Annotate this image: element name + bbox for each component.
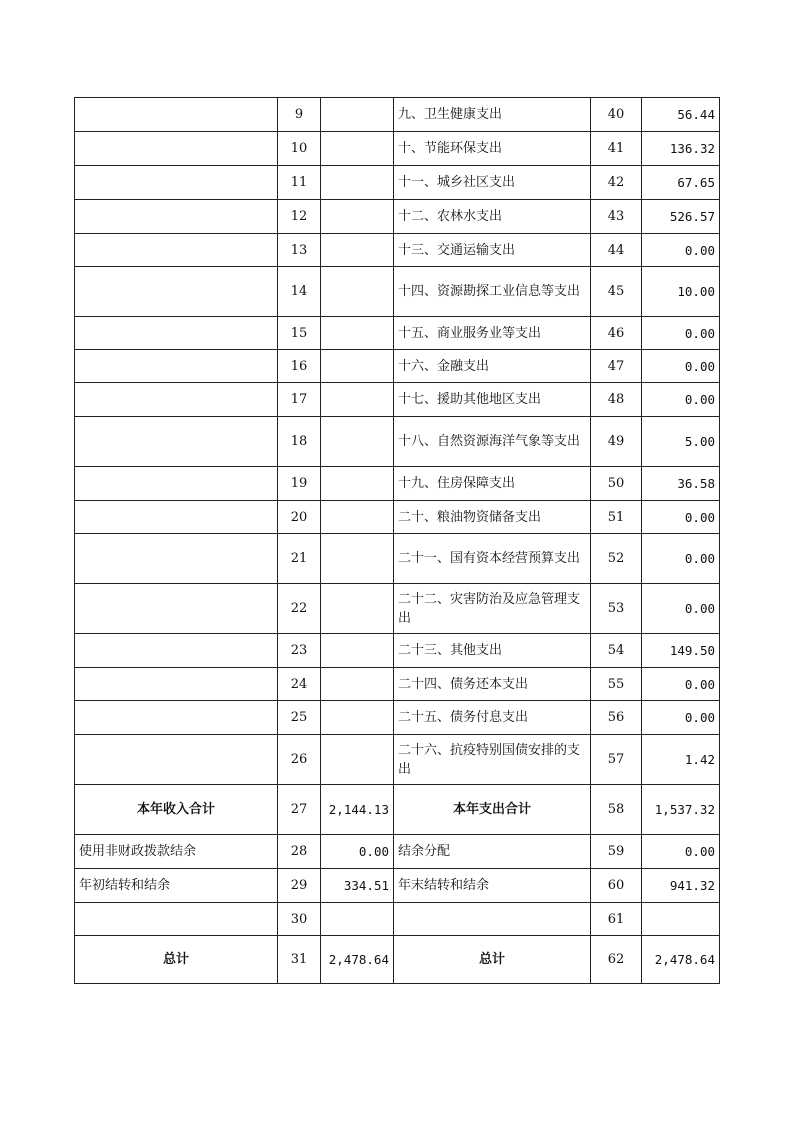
expenditure-row-number: 50 xyxy=(591,467,642,501)
table-row xyxy=(75,701,720,735)
income-row-number: 13 xyxy=(278,234,321,267)
expenditure-item-label: 总计 xyxy=(394,936,591,984)
income-amount xyxy=(321,634,394,668)
expenditure-amount: 5.00 xyxy=(642,417,720,467)
income-row-number: 15 xyxy=(278,317,321,350)
income-item-label: 年初结转和结余 xyxy=(75,869,278,903)
income-item-label: 总计 xyxy=(75,936,278,984)
expenditure-item-label: 十四、资源勘探工业信息等支出 xyxy=(394,267,591,317)
expenditure-row-number: 60 xyxy=(591,869,642,903)
expenditure-row-number: 61 xyxy=(591,903,642,936)
expenditure-item-label: 二十六、抗疫特别国债安排的支出 xyxy=(394,735,591,785)
expenditure-item-label: 二十五、债务付息支出 xyxy=(394,701,591,735)
expenditure-item-label: 十三、交通运输支出 xyxy=(394,234,591,267)
expenditure-item-label: 十一、城乡社区支出 xyxy=(394,166,591,200)
expenditure-row-number: 55 xyxy=(591,668,642,701)
income-amount xyxy=(321,267,394,317)
income-row-number: 23 xyxy=(278,634,321,668)
expenditure-item-label: 二十二、灾害防治及应急管理支出 xyxy=(394,584,591,634)
expenditure-row-number: 58 xyxy=(591,785,642,835)
income-amount xyxy=(321,417,394,467)
income-item-label xyxy=(75,317,278,350)
income-item-label xyxy=(75,735,278,785)
income-item-label xyxy=(75,534,278,584)
income-amount xyxy=(321,132,394,166)
income-amount xyxy=(321,166,394,200)
income-item-label xyxy=(75,668,278,701)
table-row xyxy=(75,417,720,467)
expenditure-row-number: 43 xyxy=(591,200,642,234)
expenditure-amount: 0.00 xyxy=(642,234,720,267)
income-item-label xyxy=(75,98,278,132)
income-row-number: 19 xyxy=(278,467,321,501)
income-amount: 2,478.64 xyxy=(321,936,394,984)
expenditure-item-label xyxy=(394,903,591,936)
expenditure-item-label: 二十、粮油物资储备支出 xyxy=(394,501,591,534)
table-row xyxy=(75,835,720,869)
expenditure-item-label: 十二、农林水支出 xyxy=(394,200,591,234)
income-item-label xyxy=(75,467,278,501)
expenditure-row-number: 40 xyxy=(591,98,642,132)
income-row-number: 20 xyxy=(278,501,321,534)
expenditure-row-number: 56 xyxy=(591,701,642,735)
income-item-label xyxy=(75,701,278,735)
income-item-label xyxy=(75,350,278,383)
table-row xyxy=(75,584,720,634)
expenditure-amount: 526.57 xyxy=(642,200,720,234)
income-amount xyxy=(321,98,394,132)
table-row xyxy=(75,317,720,350)
expenditure-row-number: 48 xyxy=(591,383,642,417)
income-row-number: 27 xyxy=(278,785,321,835)
table-row xyxy=(75,267,720,317)
expenditure-item-label: 十五、商业服务业等支出 xyxy=(394,317,591,350)
expenditure-amount: 67.65 xyxy=(642,166,720,200)
income-amount xyxy=(321,668,394,701)
expenditure-amount: 0.00 xyxy=(642,668,720,701)
expenditure-item-label: 十九、住房保障支出 xyxy=(394,467,591,501)
income-item-label xyxy=(75,200,278,234)
table-row xyxy=(75,668,720,701)
expenditure-row-number: 52 xyxy=(591,534,642,584)
table-row xyxy=(75,903,720,936)
expenditure-amount: 0.00 xyxy=(642,383,720,417)
expenditure-amount: 136.32 xyxy=(642,132,720,166)
income-row-number: 17 xyxy=(278,383,321,417)
expenditure-item-label: 年末结转和结余 xyxy=(394,869,591,903)
table-row xyxy=(75,735,720,785)
table-row xyxy=(75,467,720,501)
expenditure-amount: 149.50 xyxy=(642,634,720,668)
expenditure-amount: 56.44 xyxy=(642,98,720,132)
expenditure-amount: 1,537.32 xyxy=(642,785,720,835)
income-row-number: 22 xyxy=(278,584,321,634)
income-amount: 2,144.13 xyxy=(321,785,394,835)
income-item-label xyxy=(75,234,278,267)
income-row-number: 12 xyxy=(278,200,321,234)
income-item-label xyxy=(75,903,278,936)
income-amount xyxy=(321,383,394,417)
expenditure-row-number: 51 xyxy=(591,501,642,534)
expenditure-item-label: 十、节能环保支出 xyxy=(394,132,591,166)
expenditure-row-number: 47 xyxy=(591,350,642,383)
expenditure-row-number: 42 xyxy=(591,166,642,200)
income-amount: 0.00 xyxy=(321,835,394,869)
income-item-label xyxy=(75,132,278,166)
income-row-number: 21 xyxy=(278,534,321,584)
expenditure-item-label: 二十一、国有资本经营预算支出 xyxy=(394,534,591,584)
expenditure-item-label: 本年支出合计 xyxy=(394,785,591,835)
table-row xyxy=(75,936,720,984)
table-row xyxy=(75,534,720,584)
expenditure-row-number: 57 xyxy=(591,735,642,785)
expenditure-amount xyxy=(642,903,720,936)
expenditure-amount: 0.00 xyxy=(642,317,720,350)
income-amount xyxy=(321,501,394,534)
income-amount xyxy=(321,534,394,584)
income-amount: 334.51 xyxy=(321,869,394,903)
income-item-label xyxy=(75,166,278,200)
table-row xyxy=(75,869,720,903)
expenditure-amount: 36.58 xyxy=(642,467,720,501)
income-amount xyxy=(321,584,394,634)
income-item-label xyxy=(75,417,278,467)
income-row-number: 25 xyxy=(278,701,321,735)
table-row xyxy=(75,200,720,234)
income-row-number: 18 xyxy=(278,417,321,467)
expenditure-item-label: 九、卫生健康支出 xyxy=(394,98,591,132)
expenditure-row-number: 49 xyxy=(591,417,642,467)
income-item-label xyxy=(75,267,278,317)
income-row-number: 11 xyxy=(278,166,321,200)
expenditure-row-number: 45 xyxy=(591,267,642,317)
income-item-label xyxy=(75,383,278,417)
income-row-number: 26 xyxy=(278,735,321,785)
table-row xyxy=(75,501,720,534)
income-row-number: 31 xyxy=(278,936,321,984)
income-row-number: 24 xyxy=(278,668,321,701)
income-amount xyxy=(321,200,394,234)
expenditure-item-label: 二十三、其他支出 xyxy=(394,634,591,668)
expenditure-item-label: 二十四、债务还本支出 xyxy=(394,668,591,701)
income-row-number: 29 xyxy=(278,869,321,903)
income-row-number: 9 xyxy=(278,98,321,132)
expenditure-row-number: 44 xyxy=(591,234,642,267)
expenditure-amount: 0.00 xyxy=(642,501,720,534)
expenditure-row-number: 62 xyxy=(591,936,642,984)
expenditure-row-number: 59 xyxy=(591,835,642,869)
expenditure-amount: 0.00 xyxy=(642,584,720,634)
income-amount xyxy=(321,234,394,267)
income-amount xyxy=(321,903,394,936)
income-amount xyxy=(321,317,394,350)
expenditure-row-number: 53 xyxy=(591,584,642,634)
table-row xyxy=(75,132,720,166)
table-row xyxy=(75,350,720,383)
income-row-number: 14 xyxy=(278,267,321,317)
income-item-label: 使用非财政拨款结余 xyxy=(75,835,278,869)
table-row xyxy=(75,166,720,200)
expenditure-row-number: 41 xyxy=(591,132,642,166)
income-amount xyxy=(321,735,394,785)
expenditure-amount: 0.00 xyxy=(642,534,720,584)
expenditure-amount: 10.00 xyxy=(642,267,720,317)
expenditure-row-number: 54 xyxy=(591,634,642,668)
table-row xyxy=(75,785,720,835)
table-body xyxy=(75,98,720,984)
table-row xyxy=(75,634,720,668)
expenditure-amount: 0.00 xyxy=(642,835,720,869)
income-amount xyxy=(321,467,394,501)
expenditure-amount: 0.00 xyxy=(642,701,720,735)
expenditure-amount: 0.00 xyxy=(642,350,720,383)
income-amount xyxy=(321,350,394,383)
expenditure-item-label: 十六、金融支出 xyxy=(394,350,591,383)
income-item-label xyxy=(75,584,278,634)
income-item-label: 本年收入合计 xyxy=(75,785,278,835)
income-row-number: 28 xyxy=(278,835,321,869)
expenditure-amount: 2,478.64 xyxy=(642,936,720,984)
expenditure-amount: 1.42 xyxy=(642,735,720,785)
income-expenditure-table xyxy=(74,97,720,984)
table-row xyxy=(75,383,720,417)
income-item-label xyxy=(75,634,278,668)
income-item-label xyxy=(75,501,278,534)
expenditure-amount: 941.32 xyxy=(642,869,720,903)
table-row xyxy=(75,98,720,132)
income-row-number: 10 xyxy=(278,132,321,166)
expenditure-item-label: 结余分配 xyxy=(394,835,591,869)
income-row-number: 30 xyxy=(278,903,321,936)
table-row xyxy=(75,234,720,267)
expenditure-row-number: 46 xyxy=(591,317,642,350)
income-row-number: 16 xyxy=(278,350,321,383)
expenditure-item-label: 十七、援助其他地区支出 xyxy=(394,383,591,417)
expenditure-item-label: 十八、自然资源海洋气象等支出 xyxy=(394,417,591,467)
income-amount xyxy=(321,701,394,735)
